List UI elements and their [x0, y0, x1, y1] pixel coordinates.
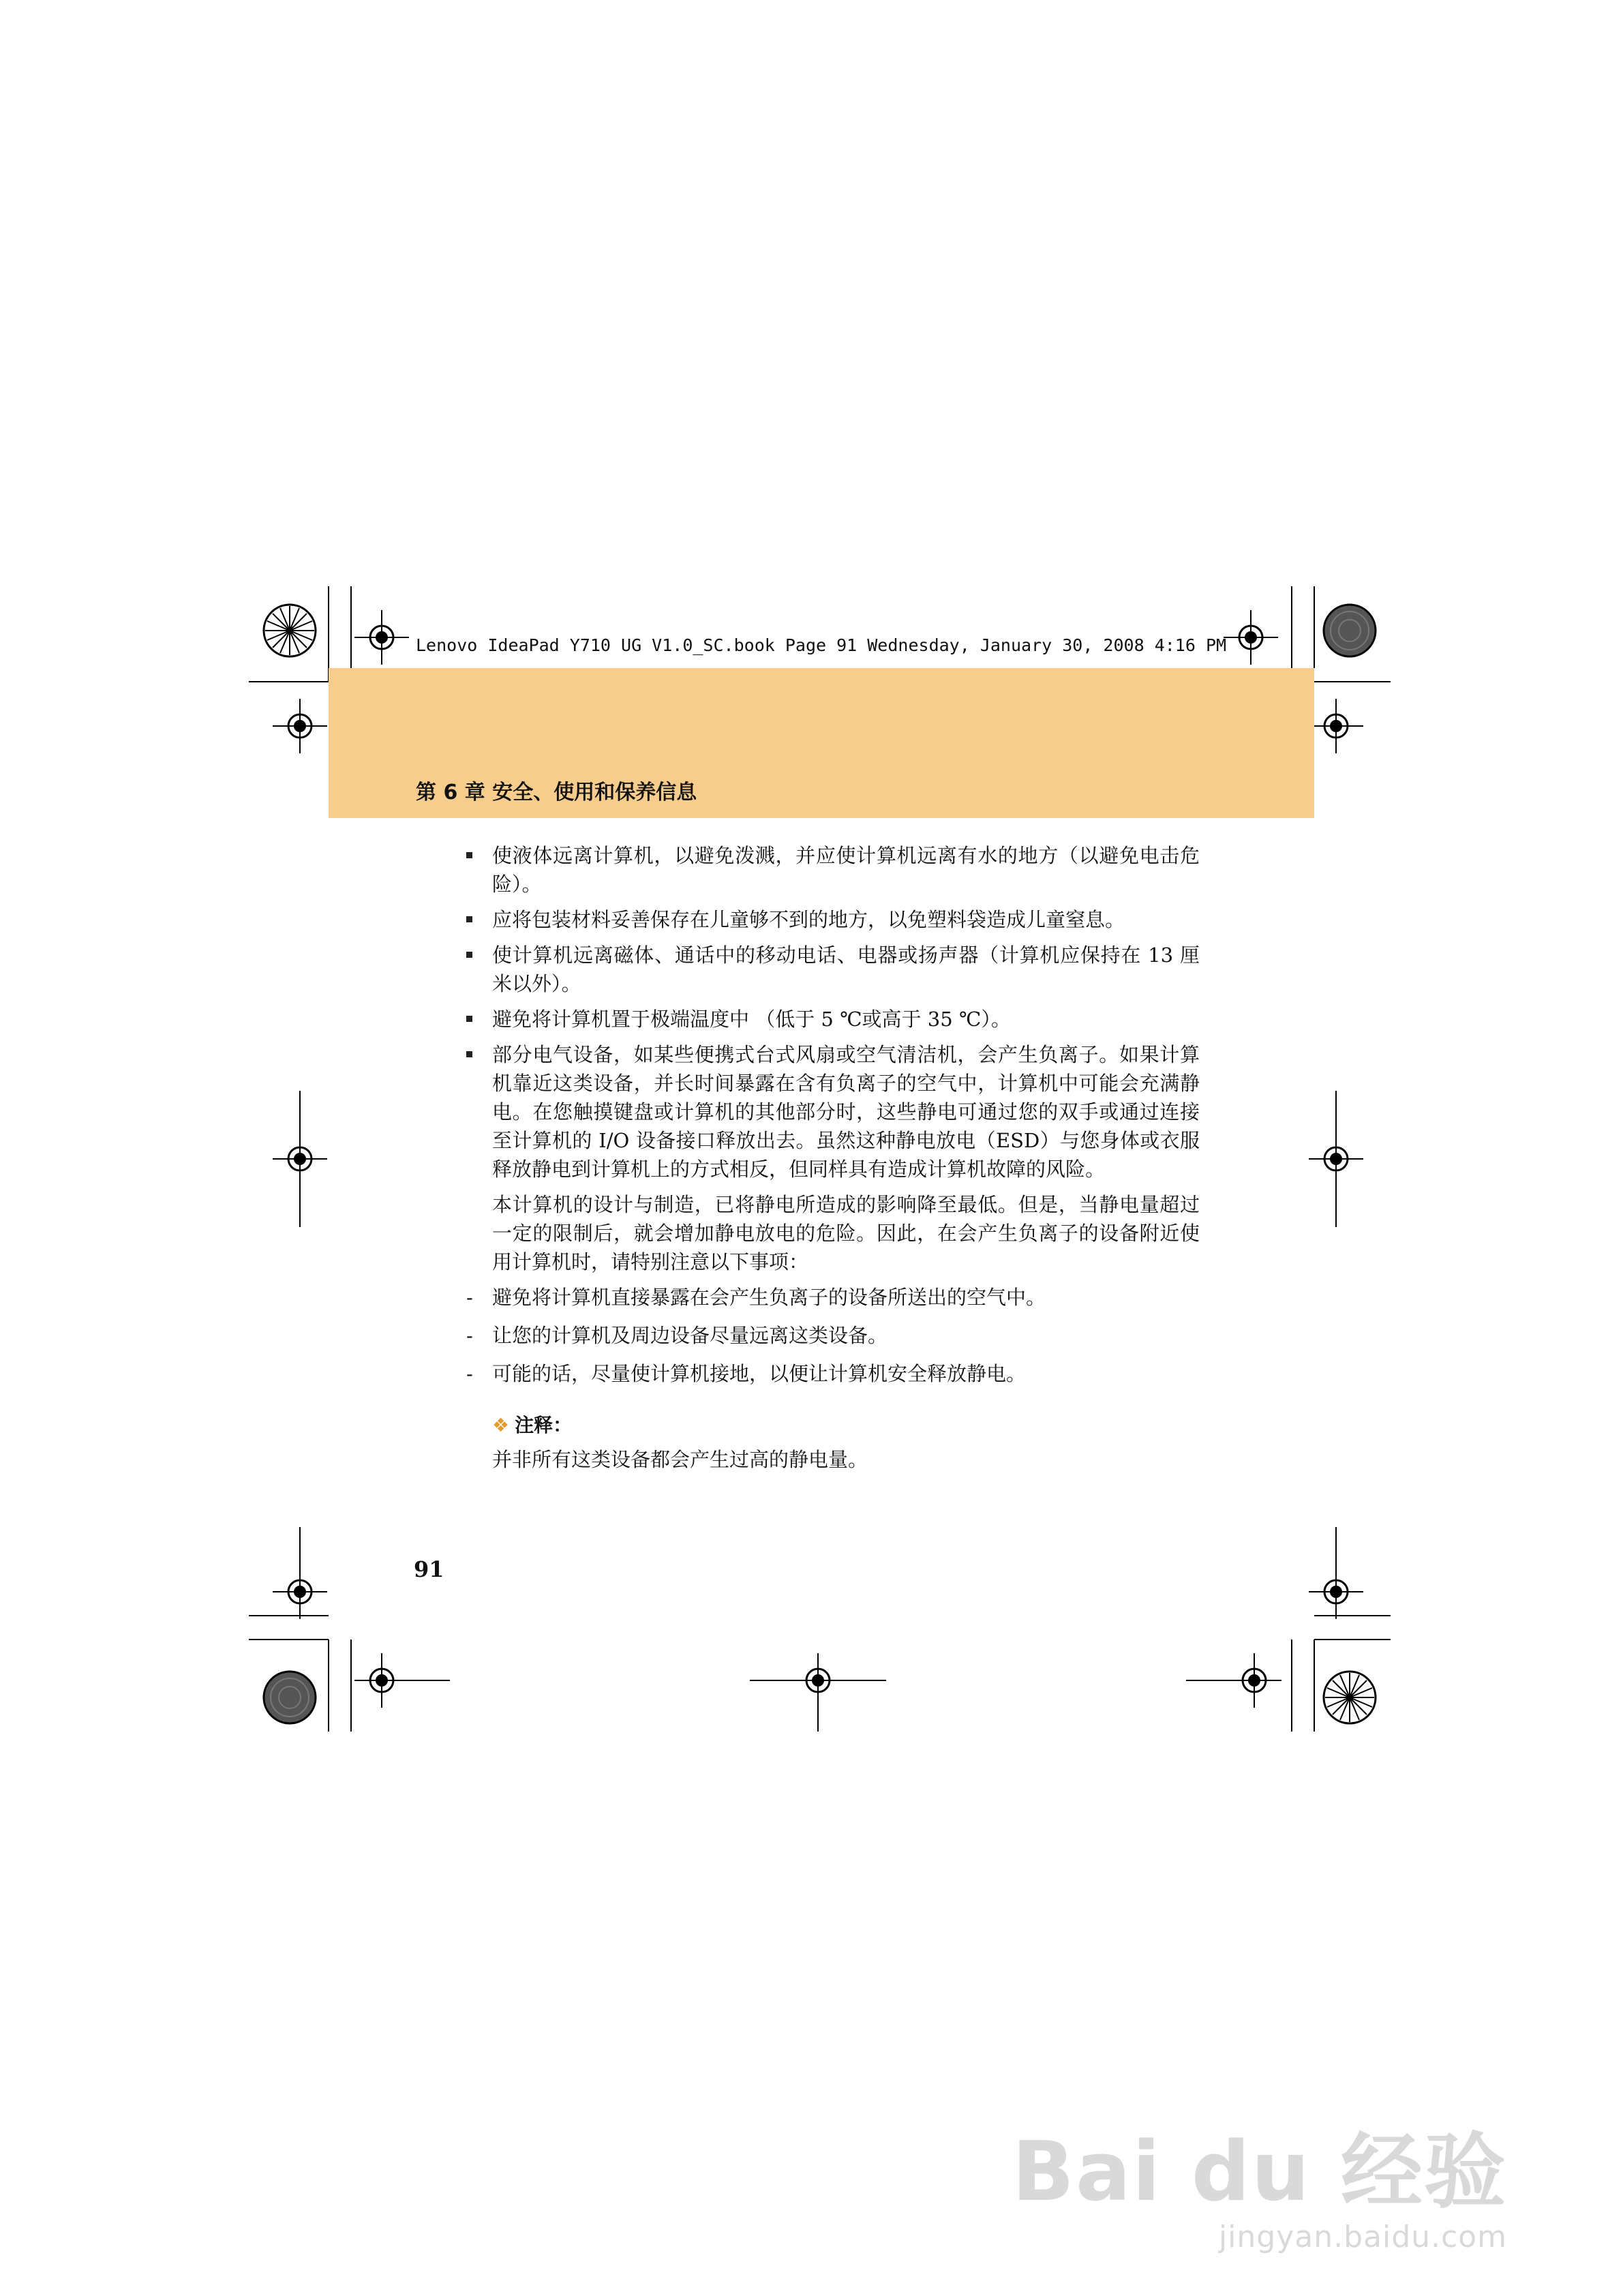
note-text: 并非所有这类设备都会产生过高的静电量。 — [492, 1448, 868, 1471]
bullet-text: 使液体远离计算机，以避免泼溅，并应使计算机远离有水的地方（以避免电击危险）。 — [492, 844, 1200, 896]
bullet-icon — [466, 1051, 472, 1057]
bullet-text: 使计算机远离磁体、通话中的移动电话、电器或扬声器（计算机应保持在 13 厘米以外）。 — [492, 943, 1200, 995]
dash-marker: - — [466, 1324, 473, 1347]
bullet-icon — [466, 952, 472, 958]
dash-marker: - — [466, 1286, 473, 1309]
dash-text: 让您的计算机及周边设备尽量远离这类设备。 — [492, 1324, 888, 1347]
esd-paragraph: 本计算机的设计与制造，已将静电所造成的影响降至最低。但是，当静电量超过一定的限制后，就会增加静电放电的危险。因此，在会产生负离子的设备附近使用计算机时，请特别注意以下事项： — [492, 1193, 1200, 1273]
dash-text: 避免将计算机直接暴露在会产生负离子的设备所送出的空气中。 — [492, 1286, 1046, 1309]
dash-text: 可能的话，尽量使计算机接地，以便让计算机安全释放静电。 — [492, 1362, 1027, 1385]
bullet-text: 应将包装材料妥善保存在儿童够不到的地方，以免塑料袋造成儿童窒息。 — [492, 908, 1125, 931]
note-heading — [492, 1411, 1200, 1440]
dash-marker: - — [466, 1362, 473, 1385]
baidu-watermark — [1012, 2106, 1507, 2254]
watermark-brand: Bai du 经验 — [1012, 2125, 1507, 2220]
bullet-icon — [466, 916, 472, 922]
diamond-icon: ❖ — [492, 1414, 510, 1436]
list-item — [464, 1005, 1200, 1033]
chapter-title: 第 6 章 安全、使用和保养信息 — [416, 781, 697, 804]
note-label: 注释： — [515, 1414, 573, 1436]
list-item — [464, 941, 1200, 998]
list-item — [464, 1040, 1200, 1183]
bullet-icon — [466, 852, 472, 858]
page-content — [464, 841, 1200, 1474]
page-number: 91 — [414, 1556, 444, 1582]
watermark-url: jingyan.baidu.com — [1218, 2220, 1507, 2254]
list-item — [464, 841, 1200, 898]
print-header-line: Lenovo IdeaPad Y710 UG V1.0_SC.book Page 91 Wednesday, January 30, 2008 4:16 PM — [416, 635, 1227, 655]
bullet-icon — [466, 1016, 472, 1022]
dash-list-item — [464, 1359, 1200, 1388]
bullet-text: 部分电气设备，如某些便携式台式风扇或空气清洁机，会产生负离子。如果计算机靠近这类设备，并长时间暴露在含有负离子的空气中，计算机中可能会充满静电。在您触摸键盘或计算机的其他部分时，这些静电可通过您的双手或通过连接至计算机的 I/O 设备接口释放出去。虽然这种静电放电（ESD）与您身体或衣服释放静电到计算机上的方式相反，但同样具有造成计算机故障的风险。 — [492, 1043, 1200, 1181]
dash-list-item — [464, 1321, 1200, 1350]
list-item — [464, 905, 1200, 934]
bullet-text: 避免将计算机置于极端温度中 （低于 5 ℃或高于 35 ℃）。 — [492, 1008, 1011, 1031]
dash-list-item — [464, 1283, 1200, 1312]
